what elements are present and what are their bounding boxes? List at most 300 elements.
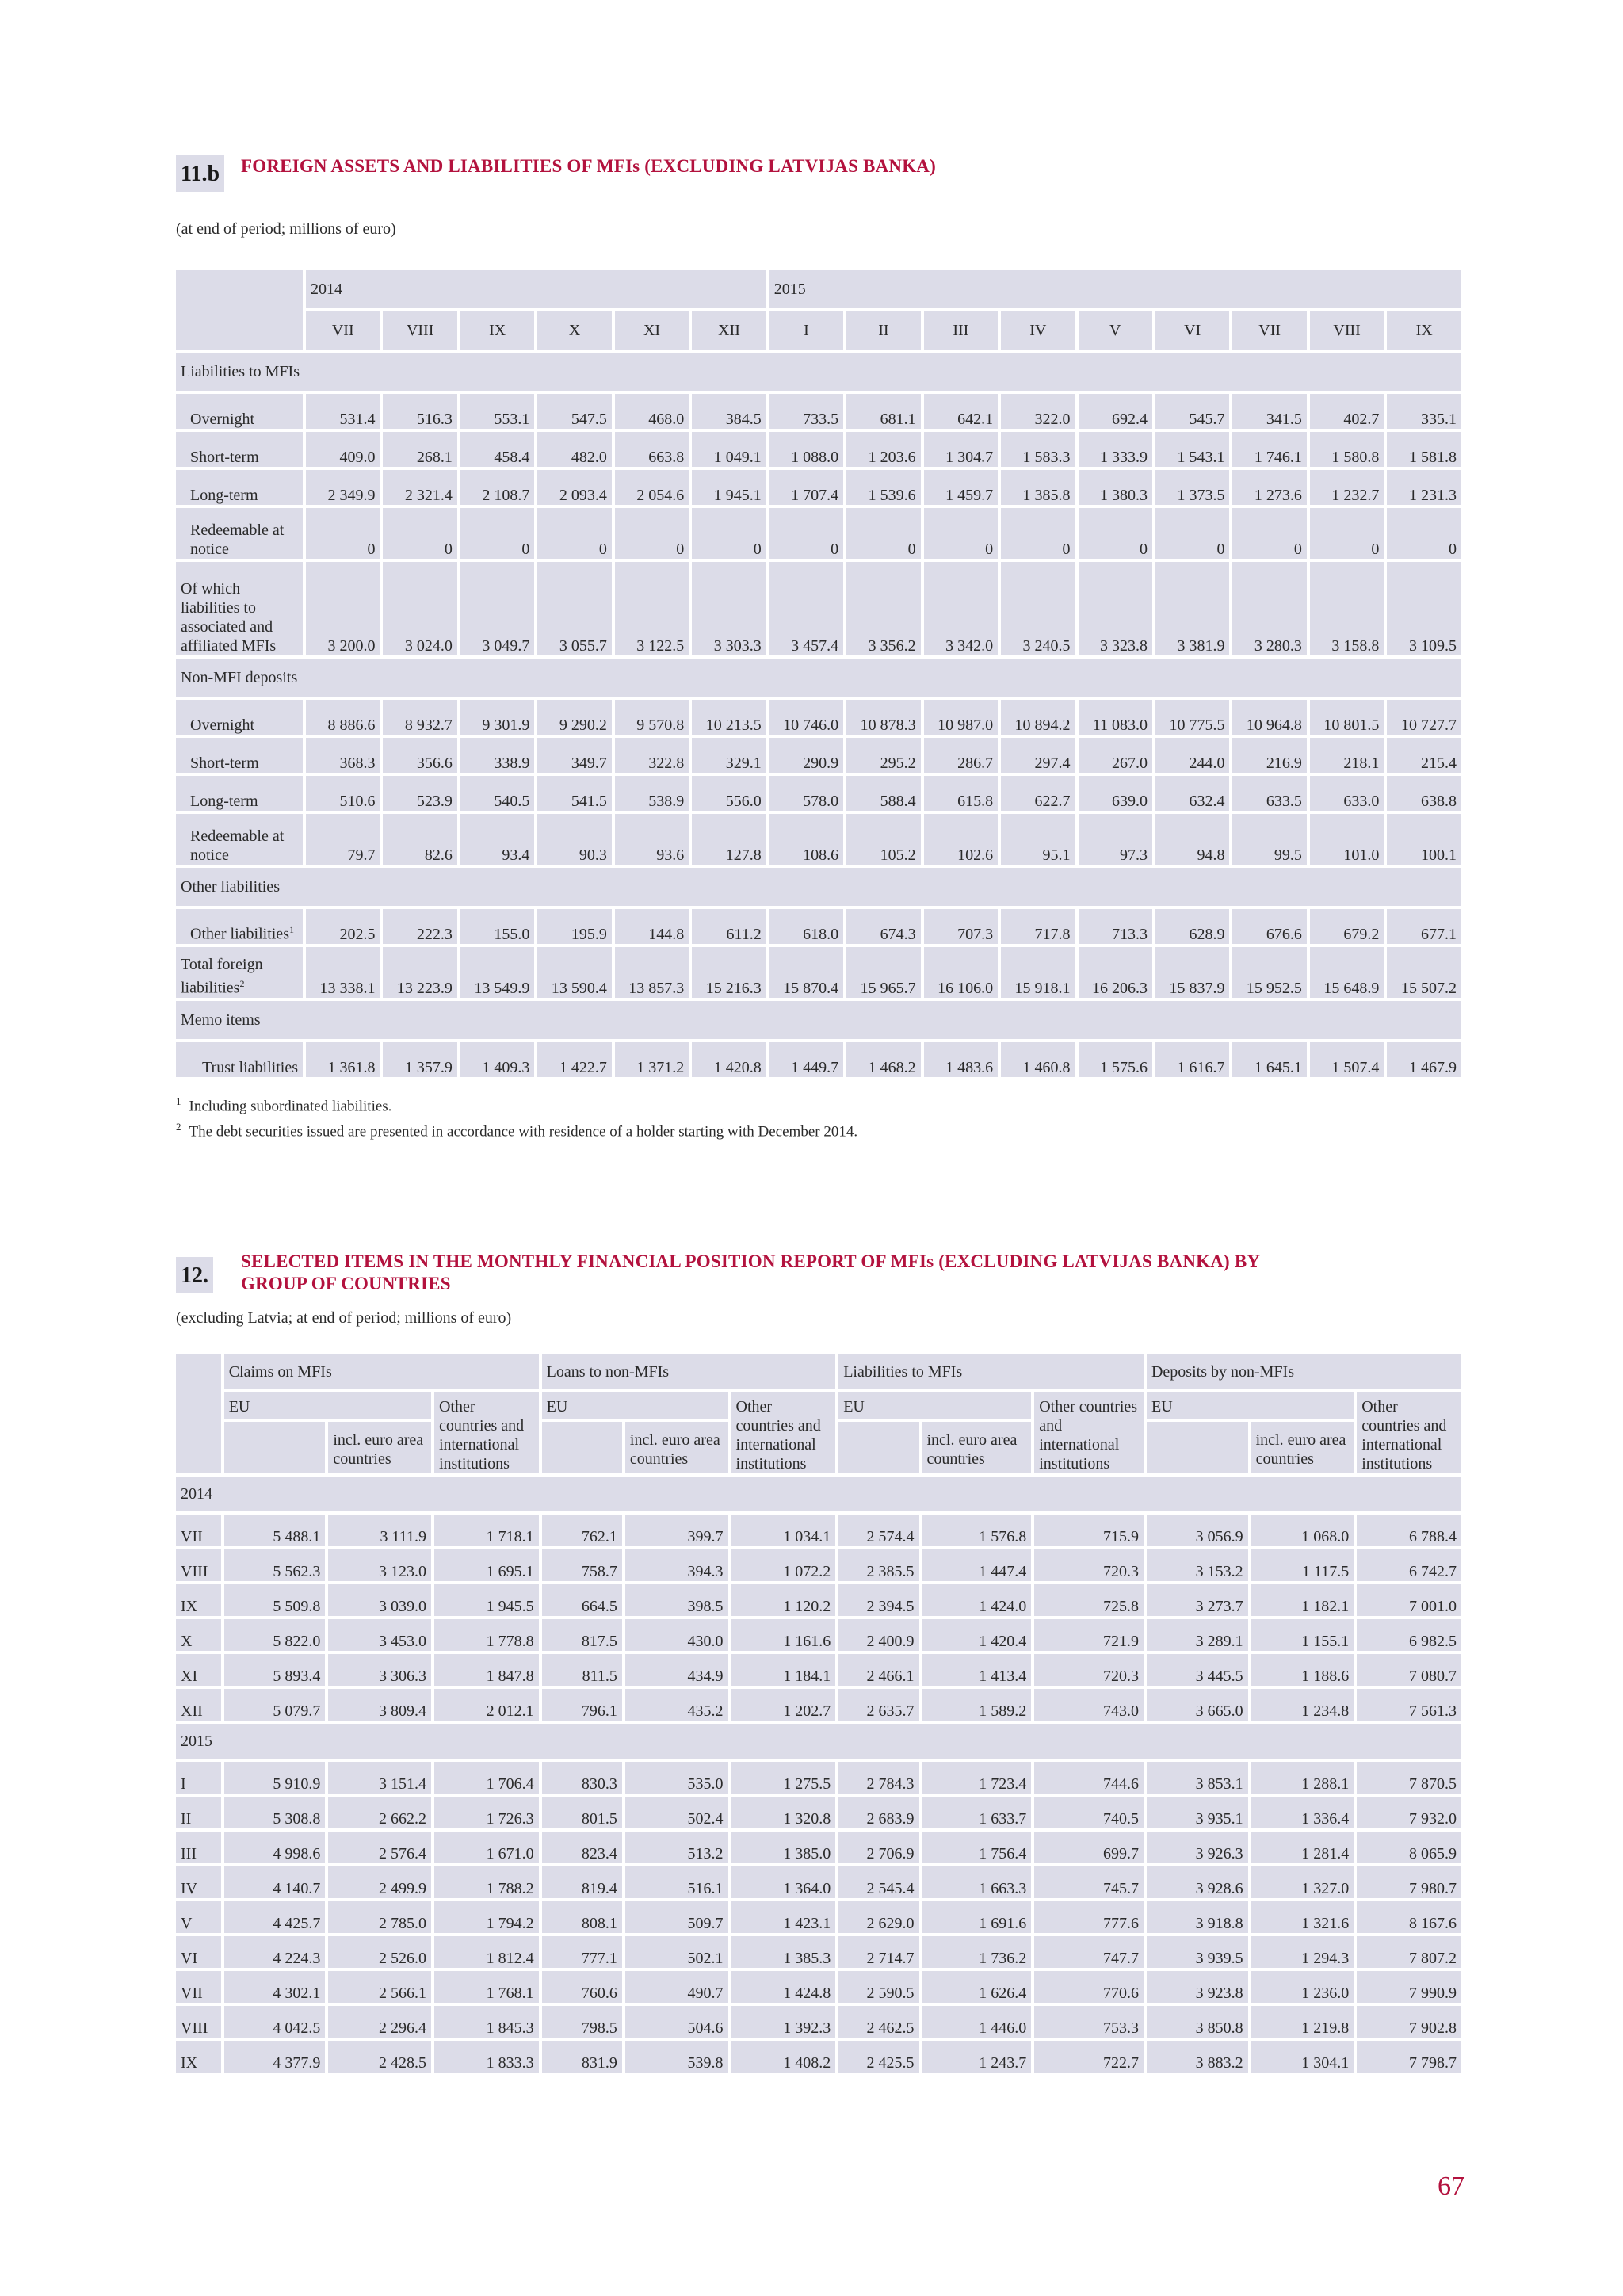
eu-header-spacer (224, 1422, 326, 1473)
section-number: 12. (176, 1257, 213, 1293)
value-cell: 90.3 (537, 814, 611, 865)
year-header: 2014 (306, 270, 766, 308)
value-cell: 290.9 (769, 738, 843, 773)
value-cell: 2 394.5 (838, 1584, 918, 1616)
value-cell: 1 768.1 (434, 1971, 539, 2003)
value-cell: 1 420.8 (692, 1042, 766, 1077)
table-row (176, 470, 1461, 505)
eu-header-spacer (838, 1422, 918, 1473)
value-cell: 1 633.7 (922, 1797, 1032, 1828)
value-cell: 349.7 (537, 738, 611, 773)
value-cell: 5 308.8 (224, 1797, 326, 1828)
row-label (176, 909, 303, 944)
value-cell: 1 583.3 (1001, 432, 1075, 467)
value-cell: 398.5 (625, 1584, 728, 1616)
value-cell: 1 707.4 (769, 470, 843, 505)
value-cell: 11 083.0 (1079, 700, 1152, 735)
row-label (176, 947, 303, 998)
value-cell: 3 109.5 (1387, 562, 1461, 655)
value-cell: 368.3 (306, 738, 380, 773)
row-label: Redeemable at notice (176, 814, 303, 865)
value-cell: 831.9 (542, 2041, 622, 2073)
value-cell: 523.9 (383, 776, 456, 811)
value-cell: 3 356.2 (846, 562, 920, 655)
value-cell: 0 (537, 508, 611, 559)
month-label: IX (176, 2041, 221, 2073)
table-row (176, 394, 1461, 429)
value-cell: 394.3 (625, 1549, 728, 1581)
value-cell: 4 302.1 (224, 1971, 326, 2003)
value-cell: 3 151.4 (328, 1762, 431, 1794)
footnote-mark: 1 (288, 924, 294, 936)
value-cell: 1 812.4 (434, 1936, 539, 1968)
value-cell: 1 616.7 (1155, 1042, 1229, 1077)
value-cell: 1 232.7 (1310, 470, 1384, 505)
table-row (176, 700, 1461, 735)
value-cell: 15 648.9 (1310, 947, 1384, 998)
value-cell: 7 001.0 (1357, 1584, 1461, 1616)
table-row (176, 1936, 1461, 1968)
value-cell: 16 106.0 (924, 947, 998, 998)
value-cell: 108.6 (769, 814, 843, 865)
value-cell: 3 342.0 (924, 562, 998, 655)
value-cell: 1 088.0 (769, 432, 843, 467)
row-label: Long-term (176, 470, 303, 505)
value-cell: 10 213.5 (692, 700, 766, 735)
value-cell: 1 507.4 (1310, 1042, 1384, 1077)
value-cell: 7 798.7 (1357, 2041, 1461, 2073)
value-cell: 1 034.1 (731, 1515, 836, 1546)
group-label: Liabilities to MFIs (176, 353, 1461, 391)
value-cell: 3 457.4 (769, 562, 843, 655)
value-cell: 540.5 (460, 776, 534, 811)
value-cell: 3 926.3 (1147, 1832, 1248, 1863)
value-cell: 3 853.1 (1147, 1762, 1248, 1794)
value-cell: 2 428.5 (328, 2041, 431, 2073)
value-cell: 1 778.8 (434, 1619, 539, 1651)
value-cell: 1 726.3 (434, 1797, 539, 1828)
value-cell: 3 850.8 (1147, 2006, 1248, 2038)
value-cell: 1 371.2 (615, 1042, 689, 1077)
value-cell: 1 182.1 (1251, 1584, 1354, 1616)
value-cell: 3 323.8 (1079, 562, 1152, 655)
section-number: 11.b (176, 155, 224, 192)
value-cell: 2 400.9 (838, 1619, 918, 1651)
month-label: VI (176, 1936, 221, 1968)
value-cell: 545.7 (1155, 394, 1229, 429)
eu-header: EU (838, 1392, 1031, 1419)
value-cell: 100.1 (1387, 814, 1461, 865)
column-group-header: Loans to non-MFIs (542, 1354, 836, 1389)
table-row (176, 1832, 1461, 1863)
value-cell: 722.7 (1034, 2041, 1144, 2073)
value-cell: 1 449.7 (769, 1042, 843, 1077)
other-countries-header: Other countries and international institutions (731, 1392, 836, 1473)
value-cell: 2 714.7 (838, 1936, 918, 1968)
value-cell: 6 788.4 (1357, 1515, 1461, 1546)
month-label: II (176, 1797, 221, 1828)
value-cell: 1 446.0 (922, 2006, 1032, 2038)
table-row (176, 776, 1461, 811)
value-cell: 725.8 (1034, 1584, 1144, 1616)
value-cell: 435.2 (625, 1689, 728, 1721)
value-cell: 817.5 (542, 1619, 622, 1651)
value-cell: 547.5 (537, 394, 611, 429)
value-cell: 745.7 (1034, 1866, 1144, 1898)
value-cell: 1 275.5 (731, 1762, 836, 1794)
value-cell: 13 590.4 (537, 947, 611, 998)
value-cell: 215.4 (1387, 738, 1461, 773)
value-cell: 1 746.1 (1232, 432, 1306, 467)
value-cell: 268.1 (383, 432, 456, 467)
value-cell: 15 216.3 (692, 947, 766, 998)
value-cell: 297.4 (1001, 738, 1075, 773)
value-cell: 1 188.6 (1251, 1654, 1354, 1686)
value-cell: 1 413.4 (922, 1654, 1032, 1686)
value-cell: 222.3 (383, 909, 456, 944)
value-cell: 195.9 (537, 909, 611, 944)
value-cell: 1 543.1 (1155, 432, 1229, 467)
value-cell: 1 161.6 (731, 1619, 836, 1651)
footnote-mark: 2 (176, 1121, 181, 1133)
value-cell: 3 289.1 (1147, 1619, 1248, 1651)
value-cell: 341.5 (1232, 394, 1306, 429)
value-cell: 8 886.6 (306, 700, 380, 735)
header-corner (176, 1354, 221, 1473)
eu-header-spacer (1147, 1422, 1248, 1473)
table-row (176, 1762, 1461, 1794)
value-cell: 2 590.5 (838, 1971, 918, 2003)
value-cell: 1 447.4 (922, 1549, 1032, 1581)
value-cell: 3 883.2 (1147, 2041, 1248, 2073)
value-cell: 79.7 (306, 814, 380, 865)
value-cell: 15 837.9 (1155, 947, 1229, 998)
value-cell: 762.1 (542, 1515, 622, 1546)
value-cell: 1 409.3 (460, 1042, 534, 1077)
table-row (176, 909, 1461, 944)
value-cell: 6 982.5 (1357, 1619, 1461, 1651)
value-cell: 218.1 (1310, 738, 1384, 773)
value-cell: 409.0 (306, 432, 380, 467)
value-cell: 1 219.8 (1251, 2006, 1354, 2038)
value-cell: 2 576.4 (328, 1832, 431, 1863)
eu-header-spacer (542, 1422, 622, 1473)
value-cell: 502.4 (625, 1797, 728, 1828)
value-cell: 1 422.7 (537, 1042, 611, 1077)
value-cell: 1 420.4 (922, 1619, 1032, 1651)
value-cell: 2 662.2 (328, 1797, 431, 1828)
section-title-line2: GROUP OF COUNTRIES (241, 1274, 451, 1293)
value-cell: 510.6 (306, 776, 380, 811)
value-cell: 15 507.2 (1387, 947, 1461, 998)
value-cell: 5 509.8 (224, 1584, 326, 1616)
value-cell: 3 306.3 (328, 1654, 431, 1686)
value-cell: 3 923.8 (1147, 1971, 1248, 2003)
month-label: VII (176, 1515, 221, 1546)
value-cell: 10 964.8 (1232, 700, 1306, 735)
value-cell: 10 987.0 (924, 700, 998, 735)
value-cell: 15 965.7 (846, 947, 920, 998)
value-cell: 535.0 (625, 1762, 728, 1794)
value-cell: 3 273.7 (1147, 1584, 1248, 1616)
value-cell: 3 303.3 (692, 562, 766, 655)
value-cell: 0 (383, 508, 456, 559)
value-cell: 1 294.3 (1251, 1936, 1354, 1968)
row-label: Short-term (176, 432, 303, 467)
value-cell: 5 910.9 (224, 1762, 326, 1794)
row-label-text: Total foreign liabilities (181, 956, 263, 997)
value-cell: 10 746.0 (769, 700, 843, 735)
value-cell: 1 327.0 (1251, 1866, 1354, 1898)
section-title: FOREIGN ASSETS AND LIABILITIES OF MFIs (EXCLUDING LATVIJAS BANKA) (241, 156, 936, 176)
row-label: Redeemable at notice (176, 508, 303, 559)
value-cell: 3 024.0 (383, 562, 456, 655)
value-cell: 0 (1310, 508, 1384, 559)
value-cell: 322.0 (1001, 394, 1075, 429)
table-row (176, 562, 1461, 655)
month-label: X (176, 1619, 221, 1651)
month-header: XI (615, 311, 689, 350)
value-cell: 1 723.4 (922, 1762, 1032, 1794)
value-cell: 1 203.6 (846, 432, 920, 467)
value-cell: 740.5 (1034, 1797, 1144, 1828)
month-label: I (176, 1762, 221, 1794)
table-row (176, 311, 1461, 350)
month-header: VI (1155, 311, 1229, 350)
month-header: IX (460, 311, 534, 350)
row-label: Of which liabilities to associated and affiliated MFIs (176, 562, 303, 655)
table-row (176, 868, 1461, 906)
value-cell: 4 425.7 (224, 1901, 326, 1933)
value-cell: 0 (1079, 508, 1152, 559)
value-cell: 3 918.8 (1147, 1901, 1248, 1933)
eu-header: EU (542, 1392, 728, 1419)
value-cell: 1 945.5 (434, 1584, 539, 1616)
value-cell: 1 321.6 (1251, 1901, 1354, 1933)
value-cell: 588.4 (846, 776, 920, 811)
value-cell: 105.2 (846, 814, 920, 865)
footnote-text: The debt securities issued are presented in accordance with residence of a holder starting with December 2014. (189, 1123, 858, 1140)
table-row (176, 738, 1461, 773)
value-cell: 1 231.3 (1387, 470, 1461, 505)
value-cell: 1 049.1 (692, 432, 766, 467)
section-11b-header (176, 155, 1461, 203)
value-cell: 7 870.5 (1357, 1762, 1461, 1794)
value-cell: 811.5 (542, 1654, 622, 1686)
section-11b (176, 155, 1461, 1143)
value-cell: 1 357.9 (383, 1042, 456, 1077)
month-label: XI (176, 1654, 221, 1686)
value-cell: 0 (692, 508, 766, 559)
value-cell: 1 845.3 (434, 2006, 539, 2038)
month-label: VIII (176, 1549, 221, 1581)
section-subtitle: (excluding Latvia; at end of period; millions of euro) (176, 1309, 512, 1327)
table-row (176, 508, 1461, 559)
value-cell: 777.1 (542, 1936, 622, 1968)
value-cell: 2 466.1 (838, 1654, 918, 1686)
table-row (176, 1001, 1461, 1039)
other-countries-header: Other countries and international institutions (1357, 1392, 1461, 1473)
value-cell: 531.4 (306, 394, 380, 429)
value-cell: 1 945.1 (692, 470, 766, 505)
value-cell: 642.1 (924, 394, 998, 429)
eu-header: EU (1147, 1392, 1354, 1419)
month-header: X (537, 311, 611, 350)
value-cell: 7 807.2 (1357, 1936, 1461, 1968)
value-cell: 7 980.7 (1357, 1866, 1461, 1898)
value-cell: 3 049.7 (460, 562, 534, 655)
value-cell: 4 140.7 (224, 1866, 326, 1898)
value-cell: 1 468.2 (846, 1042, 920, 1077)
value-cell: 3 123.0 (328, 1549, 431, 1581)
month-label: XII (176, 1689, 221, 1721)
value-cell: 1 304.7 (924, 432, 998, 467)
value-cell: 356.6 (383, 738, 456, 773)
value-cell: 664.5 (542, 1584, 622, 1616)
value-cell: 1 718.1 (434, 1515, 539, 1546)
value-cell: 95.1 (1001, 814, 1075, 865)
month-header: II (846, 311, 920, 350)
value-cell: 5 079.7 (224, 1689, 326, 1721)
value-cell: 7 561.3 (1357, 1689, 1461, 1721)
value-cell: 1 202.7 (731, 1689, 836, 1721)
month-header: XII (692, 311, 766, 350)
value-cell: 430.0 (625, 1619, 728, 1651)
value-cell: 1 385.8 (1001, 470, 1075, 505)
table-row (176, 1619, 1461, 1651)
value-cell: 0 (1387, 508, 1461, 559)
value-cell: 0 (460, 508, 534, 559)
value-cell: 674.3 (846, 909, 920, 944)
value-cell: 622.7 (1001, 776, 1075, 811)
table-row (176, 1392, 1461, 1419)
value-cell: 1 581.8 (1387, 432, 1461, 467)
other-countries-header: Other countries and international institutions (434, 1392, 539, 1473)
value-cell: 1 706.4 (434, 1762, 539, 1794)
value-cell: 1 833.3 (434, 2041, 539, 2073)
value-cell: 720.3 (1034, 1549, 1144, 1581)
value-cell: 707.3 (924, 909, 998, 944)
table-row (176, 1901, 1461, 1933)
value-cell: 699.7 (1034, 1832, 1144, 1863)
value-cell: 1 385.3 (731, 1936, 836, 1968)
value-cell: 628.9 (1155, 909, 1229, 944)
row-label: Long-term (176, 776, 303, 811)
value-cell: 286.7 (924, 738, 998, 773)
value-cell: 13 338.1 (306, 947, 380, 998)
value-cell: 127.8 (692, 814, 766, 865)
row-label: Short-term (176, 738, 303, 773)
value-cell: 1 691.6 (922, 1901, 1032, 1933)
value-cell: 1 236.0 (1251, 1971, 1354, 2003)
value-cell: 1 736.2 (922, 1936, 1032, 1968)
table-row (176, 814, 1461, 865)
month-header: IX (1387, 311, 1461, 350)
group-label: Memo items (176, 1001, 1461, 1039)
value-cell: 715.9 (1034, 1515, 1144, 1546)
value-cell: 513.2 (625, 1832, 728, 1863)
month-label: III (176, 1832, 221, 1863)
value-cell: 1 380.3 (1079, 470, 1152, 505)
value-cell: 399.7 (625, 1515, 728, 1546)
value-cell: 639.0 (1079, 776, 1152, 811)
value-cell: 7 932.0 (1357, 1797, 1461, 1828)
value-cell: 13 549.9 (460, 947, 534, 998)
table-row (176, 1797, 1461, 1828)
value-cell: 3 122.5 (615, 562, 689, 655)
footnotes (176, 1091, 1461, 1143)
section-title (241, 1251, 1260, 1295)
value-cell: 1 072.2 (731, 1549, 836, 1581)
month-label: V (176, 1901, 221, 1933)
value-cell: 155.0 (460, 909, 534, 944)
value-cell: 538.9 (615, 776, 689, 811)
value-cell: 15 952.5 (1232, 947, 1306, 998)
value-cell: 516.3 (383, 394, 456, 429)
value-cell: 9 290.2 (537, 700, 611, 735)
value-cell: 3 111.9 (328, 1515, 431, 1546)
value-cell: 5 562.3 (224, 1549, 326, 1581)
value-cell: 1 695.1 (434, 1549, 539, 1581)
value-cell: 1 234.8 (1251, 1689, 1354, 1721)
value-cell: 798.5 (542, 2006, 622, 2038)
value-cell: 618.0 (769, 909, 843, 944)
value-cell: 2 785.0 (328, 1901, 431, 1933)
value-cell: 632.4 (1155, 776, 1229, 811)
value-cell: 99.5 (1232, 814, 1306, 865)
group-label: Non-MFI deposits (176, 659, 1461, 697)
value-cell: 3 809.4 (328, 1689, 431, 1721)
foreign-liabilities-table (173, 267, 1465, 1080)
value-cell: 3 453.0 (328, 1619, 431, 1651)
month-header: VII (1232, 311, 1306, 350)
value-cell: 1 120.2 (731, 1584, 836, 1616)
value-cell: 8 065.9 (1357, 1832, 1461, 1863)
value-cell: 0 (846, 508, 920, 559)
value-cell: 1 333.9 (1079, 432, 1152, 467)
value-cell: 0 (769, 508, 843, 559)
value-cell: 329.1 (692, 738, 766, 773)
value-cell: 2 706.9 (838, 1832, 918, 1863)
value-cell: 338.9 (460, 738, 534, 773)
value-cell: 1 424.8 (731, 1971, 836, 2003)
value-cell: 7 902.8 (1357, 2006, 1461, 2038)
value-cell: 94.8 (1155, 814, 1229, 865)
value-cell: 744.6 (1034, 1762, 1144, 1794)
other-countries-header: Other countries and international institutions (1034, 1392, 1144, 1473)
value-cell: 713.3 (1079, 909, 1152, 944)
value-cell: 1 288.1 (1251, 1762, 1354, 1794)
month-header: IV (1001, 311, 1075, 350)
value-cell: 2 296.4 (328, 2006, 431, 2038)
value-cell: 1 483.6 (924, 1042, 998, 1077)
value-cell: 819.4 (542, 1866, 622, 1898)
value-cell: 10 894.2 (1001, 700, 1075, 735)
value-cell: 1 068.0 (1251, 1515, 1354, 1546)
value-cell: 93.4 (460, 814, 534, 865)
value-cell: 2 635.7 (838, 1689, 918, 1721)
table-row (176, 1042, 1461, 1077)
value-cell: 267.0 (1079, 738, 1152, 773)
value-cell: 1 281.4 (1251, 1832, 1354, 1863)
year-label: 2015 (176, 1724, 1461, 1759)
value-cell: 13 223.9 (383, 947, 456, 998)
value-cell: 2 321.4 (383, 470, 456, 505)
section-12-header (176, 1251, 1461, 1298)
table-row (176, 2041, 1461, 2073)
value-cell: 1 336.4 (1251, 1797, 1354, 1828)
value-cell: 4 998.6 (224, 1832, 326, 1863)
